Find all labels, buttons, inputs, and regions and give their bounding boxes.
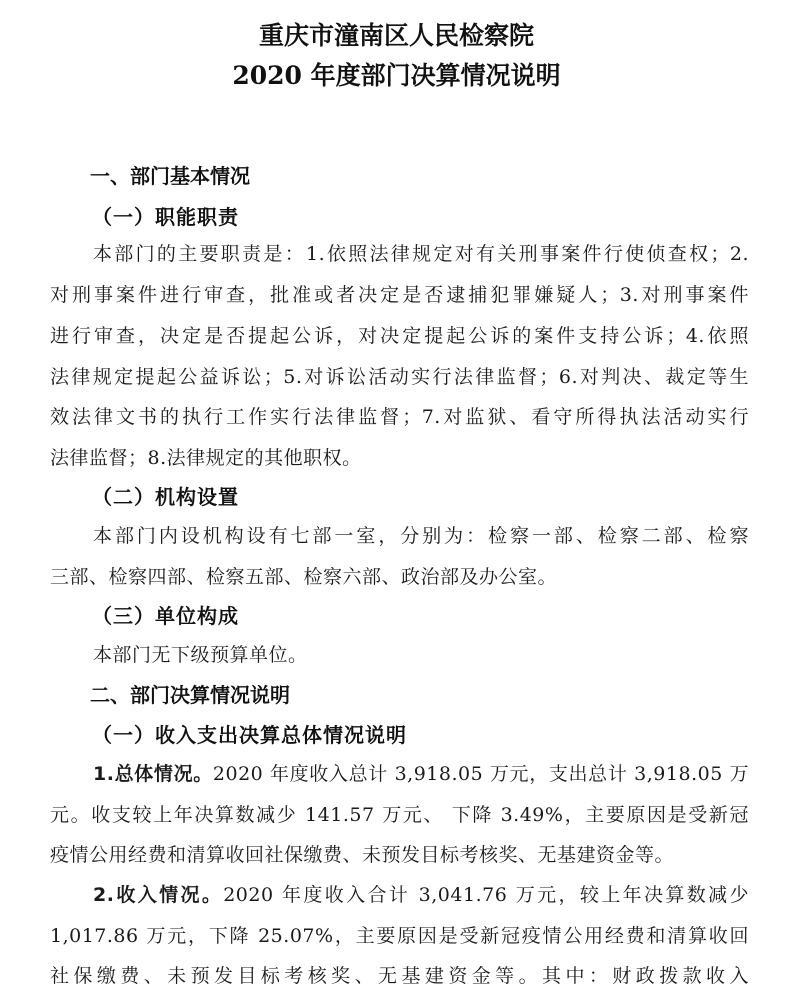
paragraph-text: 2020 年度收入总计 3,918.05 万元，支出总计 3,918.05 万 xyxy=(212,763,749,785)
paragraph-line: 对刑事案件进行审查，批准或者决定是否逮捕犯罪嫌疑人；3.对刑事案件 xyxy=(50,284,749,306)
paragraph-line: 元。收支较上年决算数减少 141.57 万元、 下降 3.49%，主要原因是受新冠 xyxy=(50,804,749,826)
paragraph-line: 本部门内设机构设有七部一室，分别为：检察一部、检察二部、检察 xyxy=(93,525,749,547)
paragraph-line: 本部门无下级预算单位。 xyxy=(93,644,308,666)
section1-sub2-heading: （二）机构设置 xyxy=(92,485,239,509)
paragraph-line: 三部、检察四部、检察五部、检察六部、政治部及办公室。 xyxy=(50,566,558,588)
paragraph-text: 2020 年度收入合计 3,041.76 万元，较上年决算数减少 xyxy=(223,884,749,906)
paragraph-line: 本部门的主要职责是：1.依照法律规定对有关刑事案件行使侦查权；2. xyxy=(93,243,749,265)
section2-heading: 二、部门决算情况说明 xyxy=(90,683,290,707)
paragraph-lead: 1.总体情况。 xyxy=(93,763,213,785)
paragraph-line: 法律监督；8.法律规定的其他职权。 xyxy=(50,447,362,469)
section2-sub1-heading: （一）收入支出决算总体情况说明 xyxy=(92,723,407,747)
paragraph-line: 疫情公用经费和清算收回社保缴费、未预发目标考核奖、无基建资金等。 xyxy=(50,844,675,866)
section1-heading: 一、部门基本情况 xyxy=(90,164,250,188)
paragraph-line: 1,017.86 万元，下降 25.07%，主要原因是受新冠疫情公用经费和清算收回 xyxy=(50,925,749,947)
paragraph-line xyxy=(93,880,749,907)
paragraph-line: 法律规定提起公益诉讼；5.对诉讼活动实行法律监督；6.对判决、裁定等生 xyxy=(50,366,749,388)
paragraph-line: 进行审查，决定是否提起公诉，对决定提起公诉的案件支持公诉；4.依照 xyxy=(50,325,749,347)
document-title-line2: 2020 年度部门决算情况说明 xyxy=(232,61,561,90)
paragraph-line: 社保缴费、未预发目标考核奖、无基建资金等。其中：财政拨款收入 xyxy=(50,965,749,987)
section1-sub3-heading: （三）单位构成 xyxy=(92,604,239,628)
paragraph-line xyxy=(93,759,749,786)
paragraph-line: 效法律文书的执行工作实行法律监督；7.对监狱、看守所得执法活动实行 xyxy=(50,406,749,428)
paragraph-lead: 2.收入情况。 xyxy=(93,884,224,906)
document-title-line1: 重庆市潼南区人民检察院 xyxy=(258,21,534,50)
section1-sub1-heading: （一）职能职责 xyxy=(92,205,239,229)
